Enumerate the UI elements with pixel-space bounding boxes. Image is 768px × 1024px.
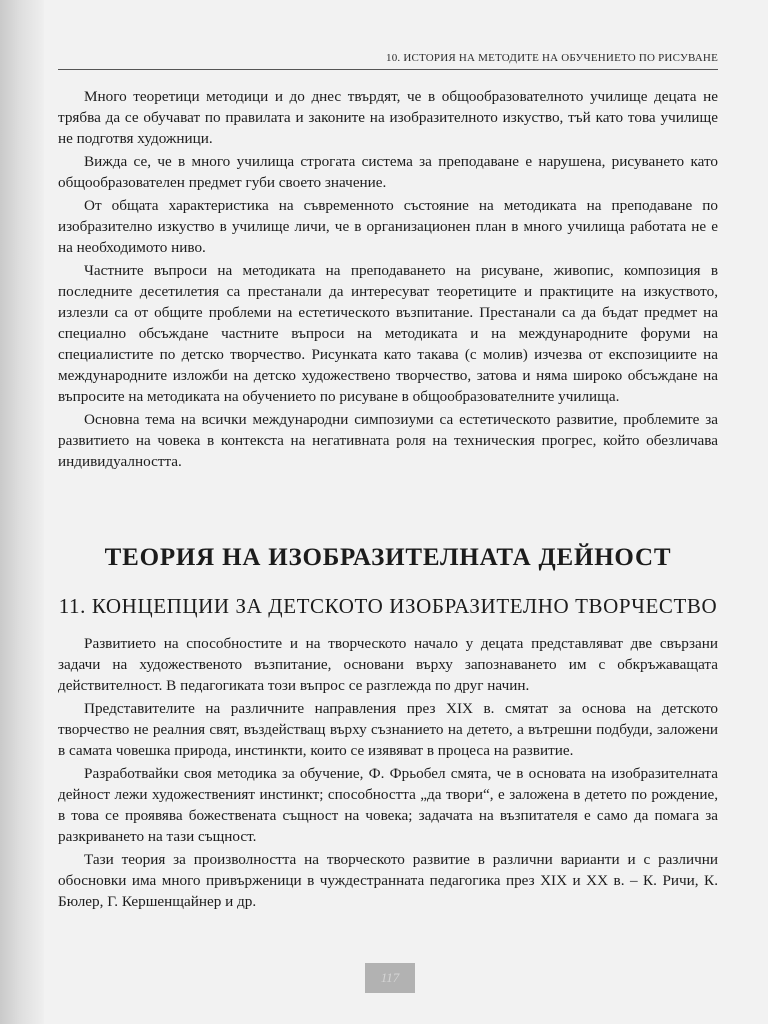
paragraph: Вижда се, че в много училища строгата система за преподаване е нарушена, рисуването като общообразователен предмет губи своето значение. [58, 153, 718, 191]
paragraph: Тази теория за произволността на творческото развитие в различни варианти и с различни обосновки има много привърженици в чуждестранната педагогика през XIX и XX в. – К. Ричи, К. Бюлер, Г. Кершенщайнер и др. [58, 851, 718, 910]
paragraph: От общата характеристика на съвременното състояние на методиката на преподаване по изобразително изкуство в училище личи, че в организационен план в много училища работата не е на необходимото ниво. [58, 197, 718, 256]
part-title: ТЕОРИЯ НА ИЗОБРАЗИТЕЛНАТА ДЕЙНОСТ [104, 544, 672, 571]
page-body [58, 86, 718, 914]
paragraph: Частните въпроси на методиката на преподаването на рисуване, живопис, композиция в последните десетилетия са престанали да интересуват теоретиците и практиците на изкуството, излезли са от общите проблеми на естетическото възпитание. Престанали са да бъдат предмет на специално обсъждане частните въпроси на методиката и на международните форуми на специалистите по детско творчество. Рисунката като такава (с молив) изчезва от експозициите на международните изложби на детско художествено творчество, затова и няма широко обсъждане на въпросите на методиката на обучението по рисуване в общообразователните училища. [58, 262, 718, 405]
running-title: 10. ИСТОРИЯ НА МЕТОДИТЕ НА ОБУЧЕНИЕТО ПО РИСУВАНЕ [386, 52, 718, 64]
page-spine-shadow [0, 0, 44, 1024]
page-number: 117 [365, 963, 415, 993]
paragraph: Разработвайки своя методика за обучение, Ф. Фрьобел смята, че в основата на изобразителната дейност лежи художественият инстинкт; способността „да твори“, е заложена в детето по рождение, в това се проявява божествената същност на човека; задачата на възпитателя е само да помага за разкриването на тази същност. [58, 765, 718, 845]
paragraph: Много теоретици методици и до днес твърдят, че в общообразователното училище децата не трябва да се обучават по правилата и законите на изобразителното изкуство, тъй като това училище не подготвя художници. [58, 88, 718, 147]
paragraph: Развитието на способностите и на творческото начало у децата представляват две свързани задачи на художественото възпитание, основани върху запознаването им с обкръжаващата действителност. В педагогиката този въпрос се разглежда по друг начин. [58, 635, 718, 694]
running-header [58, 48, 718, 70]
chapter-title: 11. КОНЦЕПЦИИ ЗА ДЕТСКОТО ИЗОБРАЗИТЕЛНО ТВОРЧЕСТВО [58, 594, 718, 618]
paragraph: Представителите на различните направления през XIX в. смятат за основа на детското творчество не реалния свят, въздействащ върху съзнанието на детето, а вътрешни подбуди, заложени в самата човешка природа, инстинкти, които се изявяват в процеса на развитие. [58, 700, 718, 759]
paragraph: Основна тема на всички международни симпозиуми са естетическото развитие, проблемите за развитието на човека в контекста на негативната роля на техническия прогрес, който обезличава индивидуалността. [58, 411, 718, 470]
